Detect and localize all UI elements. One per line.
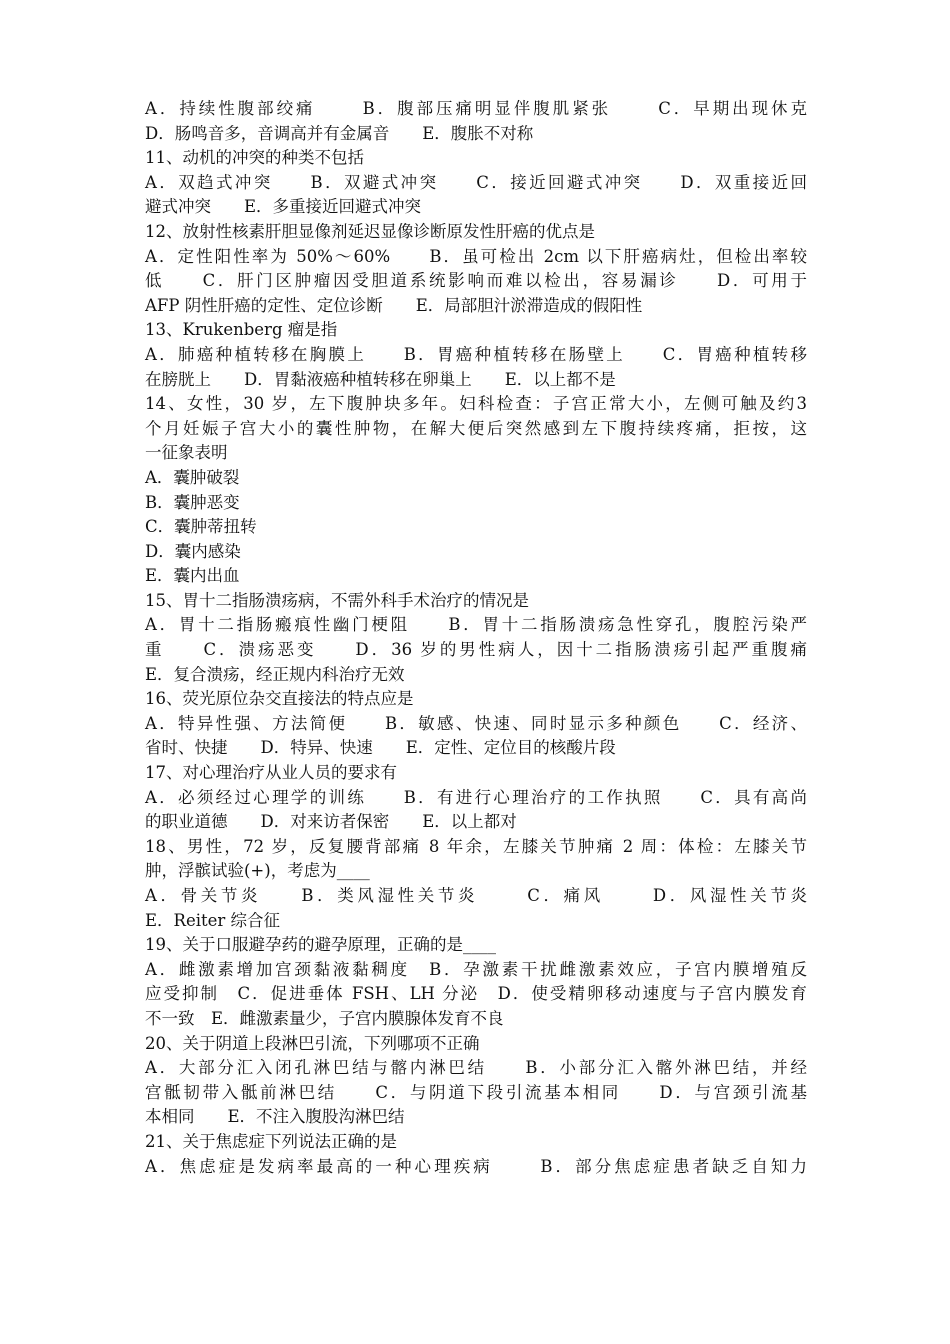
text-line: B．囊肿恶变 [145, 492, 240, 512]
text-line: A．焦虑症是发病率最高的一种心理疾病 B．部分焦虑症患者缺乏自知力 [145, 1156, 807, 1176]
text-line: A．持续性腹部绞痛 B．腹部压痛明显伴腹肌紧张 C．早期出现休克 [145, 99, 807, 118]
text-line: 应受抑制 C．促进垂体 FSH、LH 分泌 D．使受精卵移动速度与子宫内膜发育 [145, 984, 807, 1004]
text-line: 本相同 E．不注入腹股沟淋巴结 [145, 1107, 405, 1127]
text-line: 低 C．肝门区肿瘤因受胆道系统影响而难以检出，容易漏诊 D．可用于 [145, 271, 807, 291]
text-line: A．必须经过心理学的训练 B．有进行心理治疗的工作执照 C．具有高尚 [145, 787, 807, 807]
text-line: 个月妊娠子宫大小的囊性肿物，在解大便后突然感到左下腹持续疼痛，拒按，这 [145, 418, 807, 438]
text-line: D．囊内感染 [145, 541, 241, 561]
text-line: A．胃十二指肠瘢痕性幽门梗阻 B．胃十二指肠溃疡急性穿孔，腹腔污染严 [145, 615, 807, 635]
text-line: A．骨关节炎 B．类风湿性关节炎 C．痛风 D．风湿性关节炎 [145, 886, 807, 905]
text-line: D．肠鸣音多，音调高并有金属音 E．腹胀不对称 [145, 123, 534, 143]
text-line: 肿，浮髌试验(+)，考虑为____ [145, 861, 370, 881]
text-line: 避式冲突 E．多重接近回避式冲突 [145, 197, 422, 217]
text-line: E．囊内出血 [145, 566, 240, 586]
text-line: 不一致 E．雌激素量少，子宫内膜腺体发育不良 [145, 1008, 504, 1028]
text-line: 17、对心理治疗从业人员的要求有 [145, 763, 397, 783]
text-line: A．肺癌种植转移在胸膜上 B．胃癌种植转移在肠壁上 C．胃癌种植转移 [145, 344, 807, 364]
text-line: A．囊肿破裂 [145, 467, 240, 487]
text-line: AFP 阴性肝癌的定性、定位诊断 E．局部胆汁淤滞造成的假阳性 [145, 295, 643, 315]
text-line: A．定性阳性率为 50%～60% B．虽可检出 2cm 以下肝癌病灶，但检出率较 [145, 246, 807, 266]
text-line: 重 C．溃疡恶变 D．36 岁的男性病人，因十二指肠溃疡引起严重腹痛 [145, 640, 807, 660]
text-line: 18、男性，72 岁，反复腰背部痛 8 年余，左膝关节肿痛 2 周：体检：左膝关节 [145, 836, 807, 856]
text-line: 21、关于焦虑症下列说法正确的是 [145, 1131, 397, 1151]
text-line: 一征象表明 [145, 443, 228, 463]
text-line: 13、Krukenberg 瘤是指 [145, 320, 338, 340]
text-line: A．大部分汇入闭孔淋巴结与髂内淋巴结 B．小部分汇入髂外淋巴结，并经 [145, 1058, 807, 1078]
text-line: 的职业道德 D．对来访者保密 E．以上都对 [145, 812, 517, 832]
text-line: 在膀胱上 D．胃黏液癌种植转移在卵巢上 E．以上都不是 [145, 369, 616, 389]
text-line: 16、荧光原位杂交直接法的特点应是 [145, 689, 414, 709]
text-line: E．Reiter 综合征 [145, 910, 281, 930]
text-line: 19、关于口服避孕药的避孕原理，正确的是____ [145, 935, 496, 955]
text-line: 11、动机的冲突的种类不包括 [145, 148, 364, 168]
text-line: C．囊肿蒂扭转 [145, 517, 257, 537]
text-line: A．特异性强、方法简便 B．敏感、快速、同时显示多种颜色 C．经济、 [145, 713, 807, 733]
text-line: 12、放射性核素肝胆显像剂延迟显像诊断原发性肝癌的优点是 [145, 221, 595, 241]
text-line: 15、胃十二指肠溃疡病，不需外科手术治疗的情况是 [145, 590, 529, 610]
text-line: A．雌激素增加宫颈黏液黏稠度 B．孕激素干扰雌激素效应，子宫内膜增殖反 [145, 959, 807, 979]
text-line: A．双趋式冲突 B．双避式冲突 C．接近回避式冲突 D．双重接近回 [145, 172, 807, 192]
text-line: E．复合溃疡，经正规内科治疗无效 [145, 664, 405, 684]
text-line: 省时、快捷 D．特异、快速 E．定性、定位目的核酸片段 [145, 738, 616, 758]
text-line: 20、关于阴道上段淋巴引流，下列哪项不正确 [145, 1033, 480, 1053]
text-line: 宫骶韧带入骶前淋巴结 C．与阴道下段引流基本相同 D．与宫颈引流基 [145, 1082, 807, 1102]
text-line: 14、女性，30 岁，左下腹肿块多年。妇科检查：子宫正常大小，左侧可触及约3 [145, 394, 807, 414]
document-page [145, 97, 807, 1179]
